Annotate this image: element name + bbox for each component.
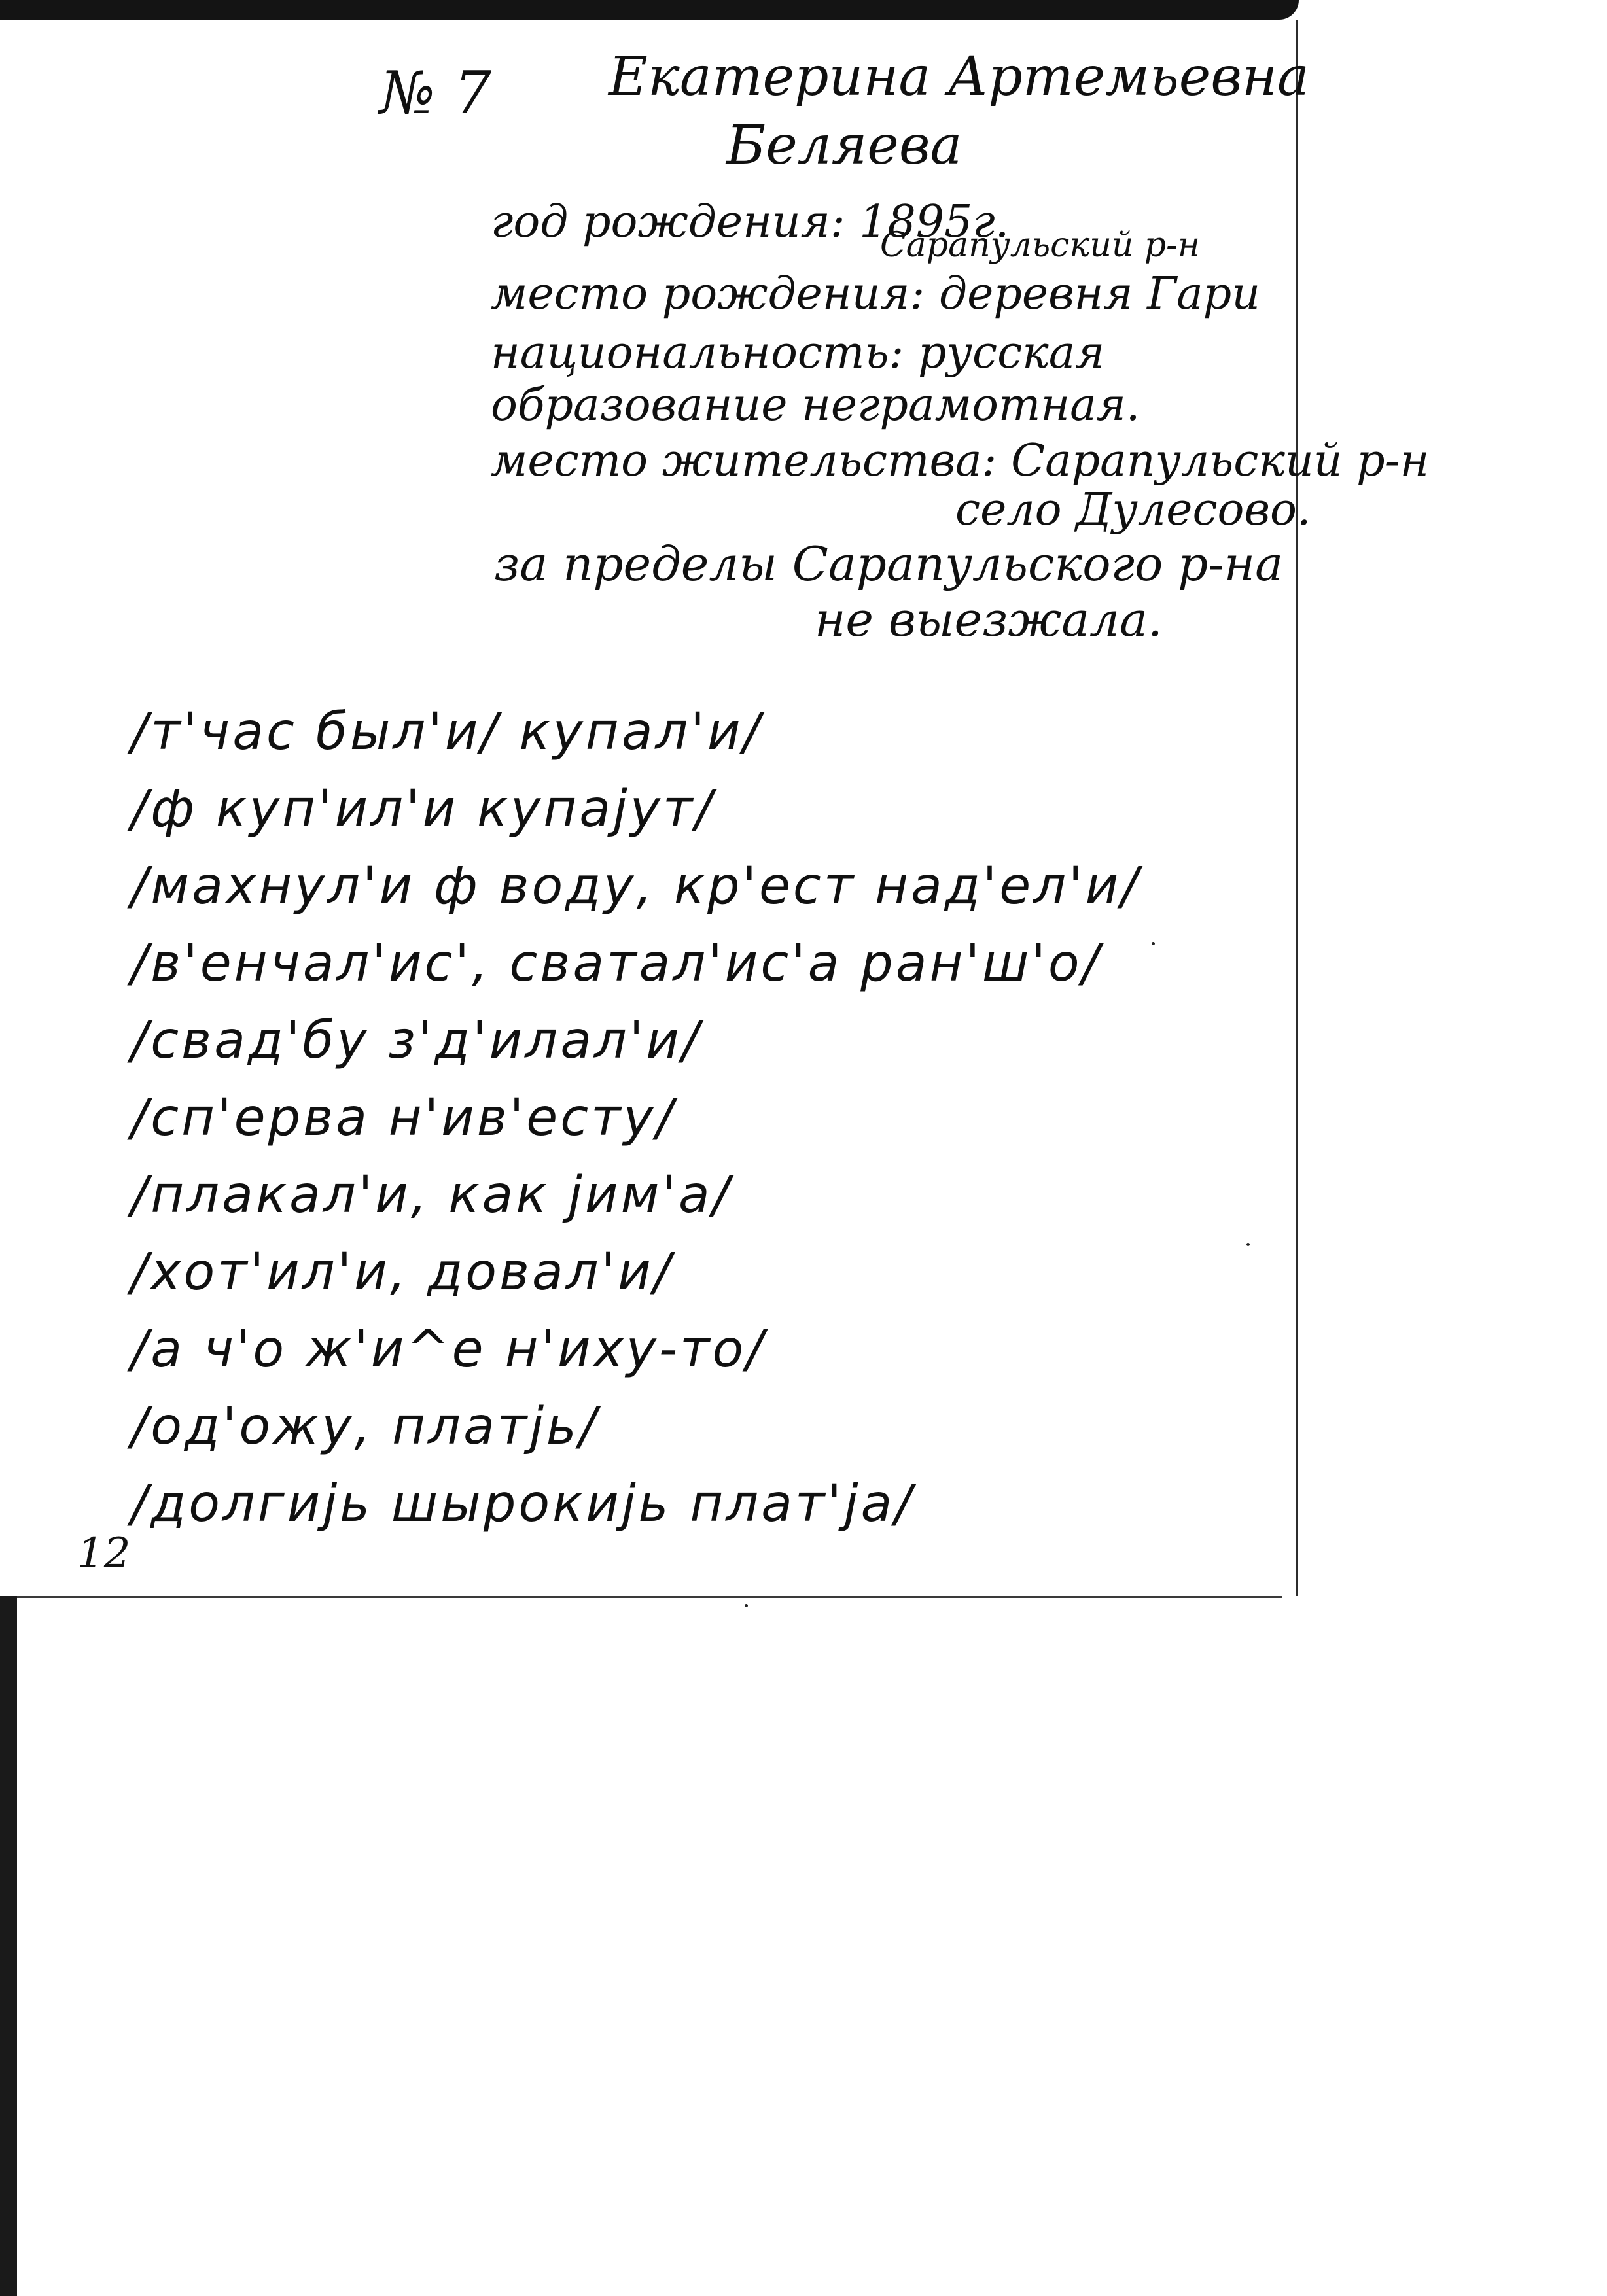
transcript-line: /сп'ерва н'ив'есту/ — [131, 1088, 676, 1147]
bio-district-note: Сарапульский р-н — [880, 226, 1200, 265]
informant-name-line2: Беляева — [726, 114, 962, 177]
transcript-line: /свад'бу з'д'илал'и/ — [131, 1011, 702, 1070]
transcript-list — [131, 693, 1140, 1542]
scan-speck — [1152, 942, 1155, 945]
scan-top-edge — [0, 0, 1299, 20]
scan-right-edge — [1296, 20, 1298, 1596]
bio-residence: место жительства: Сарапульский р-н — [491, 435, 1430, 487]
record-number: № 7 — [380, 59, 492, 128]
bio-education: образование неграмотная. — [491, 379, 1140, 431]
scan-speck — [1246, 1243, 1250, 1246]
scan-left-edge — [0, 1596, 17, 2296]
transcript-line: /хот'ил'и, довал'и/ — [131, 1243, 673, 1302]
informant-name-line1: Екатерина Артемьевна — [609, 46, 1309, 108]
transcript-line: /ф куп'ил'и купаjут/ — [131, 780, 715, 839]
scan-fold-line — [0, 1596, 1282, 1598]
transcript-line: /плакал'и, как jим'а/ — [131, 1166, 732, 1225]
bio-travel-line1: за пределы Сарапульского р-на — [494, 536, 1284, 591]
scan-speck — [745, 1604, 748, 1607]
bio-travel-line2: не выезжала. — [815, 592, 1163, 647]
page-number: 12 — [77, 1529, 131, 1578]
transcript-line: /од'ожу, платjь/ — [131, 1397, 599, 1456]
bio-residence-village: село Дулесово. — [955, 484, 1311, 536]
bio-birth-place: место рождения: деревня Гари — [491, 268, 1260, 320]
transcript-line: /махнул'и ф воду, кр'ест над'ел'и/ — [131, 857, 1141, 916]
bio-nationality: национальность: русская — [491, 327, 1105, 379]
bio-birth-year: год рождения: 1895г. — [491, 196, 1010, 248]
transcript-line: /а ч'о ж'и^е н'иху-то/ — [131, 1320, 766, 1379]
transcript-line: /в'енчал'ис', сватал'ис'а ран'ш'о/ — [131, 934, 1102, 993]
transcript-line: /долгиjь шырокиjь плат'jа/ — [131, 1474, 915, 1533]
transcript-line: /т'час был'и/ купал'и/ — [131, 703, 763, 761]
